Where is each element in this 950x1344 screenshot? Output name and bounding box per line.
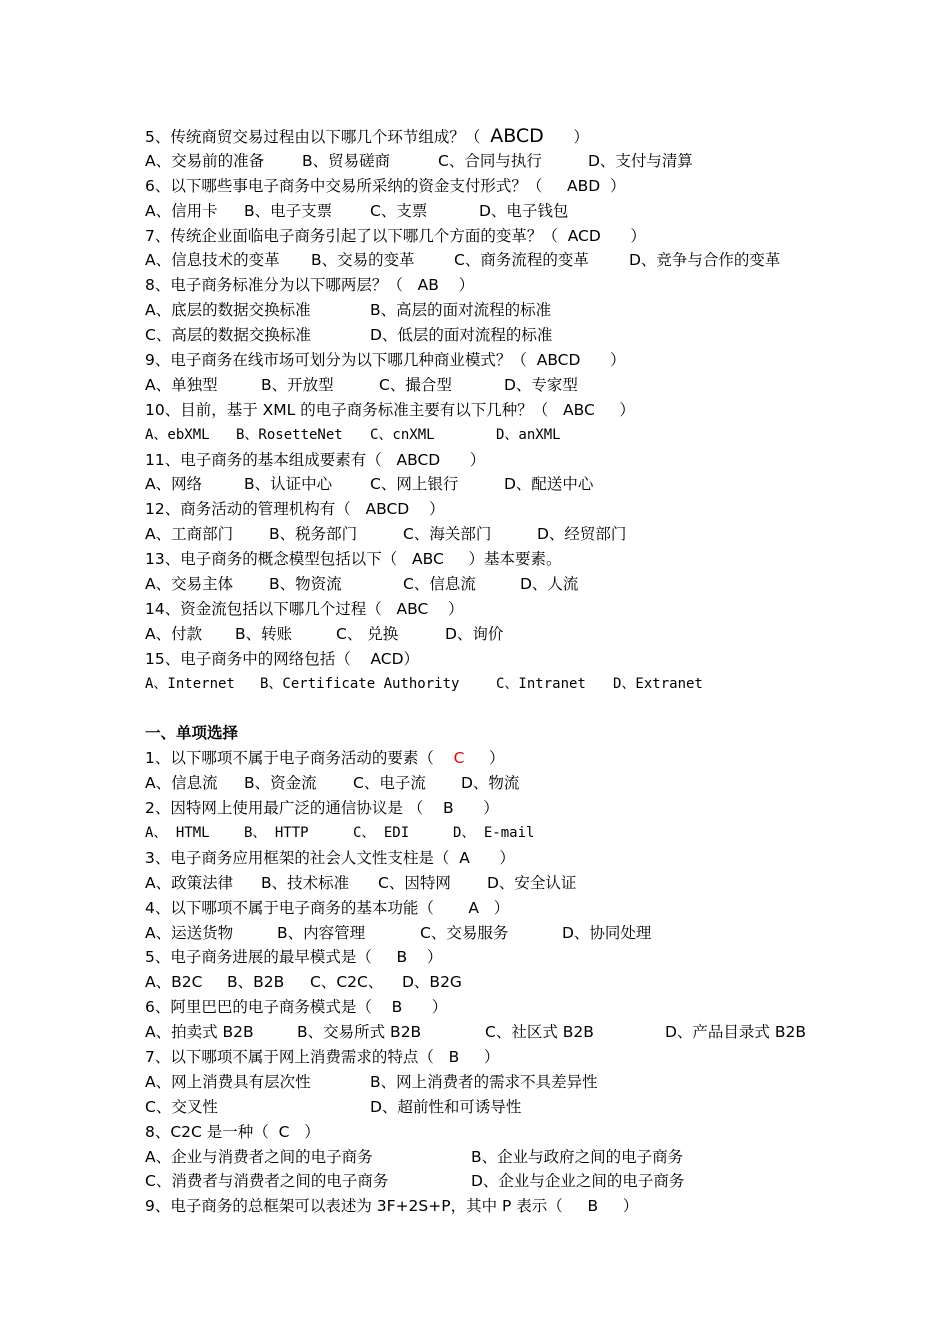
option: A、网上消费具有层次性 — [145, 1072, 311, 1091]
option: B、物资流 — [269, 575, 342, 594]
option: D、物流 — [461, 774, 520, 793]
question-stem: 8、电子商务标准分为以下哪两层？（ AB ） — [145, 276, 475, 295]
option: C、消费者与消费者之间的电子商务 — [145, 1172, 389, 1191]
option: A、ebXML — [145, 426, 210, 443]
option-row — [145, 522, 865, 547]
option: B、交易的变革 — [311, 251, 415, 270]
option: C、社区式 B2B — [485, 1023, 594, 1042]
question-stem: 14、资金流包括以下哪几个过程（ ABC ） — [145, 599, 464, 618]
question-stem: 7、以下哪项不属于网上消费需求的特点（ B ） — [145, 1047, 500, 1066]
option: B、认证中心 — [244, 475, 333, 494]
option: B、企业与政府之间的电子商务 — [471, 1147, 684, 1166]
option: D、协同处理 — [562, 923, 652, 942]
question-stem: 9、电子商务在线市场可划分为以下哪几种商业模式？（ ABCD ） — [145, 351, 626, 370]
option: D、 E-mail — [453, 824, 535, 841]
option: D、人流 — [520, 575, 579, 594]
option: A、底层的数据交换标准 — [145, 301, 311, 320]
option: B、B2B — [227, 973, 285, 992]
option: A、交易主体 — [145, 575, 234, 594]
option: D、竞争与合作的变革 — [629, 251, 781, 270]
question-stem: 7、传统企业面临电子商务引起了以下哪几个方面的变革？（ ACD ） — [145, 226, 646, 245]
option-row — [145, 1095, 865, 1120]
option: D、Extranet — [613, 675, 703, 692]
question-stem: 3、电子商务应用框架的社会人文性支柱是（ A ） — [145, 848, 515, 867]
answer-text: ABCD — [396, 450, 441, 469]
option: B、开放型 — [261, 375, 334, 394]
answer-text: A — [459, 848, 470, 867]
option: B、高层的面对流程的标准 — [370, 301, 552, 320]
option: C、交易服务 — [420, 923, 509, 942]
question-stem: 6、阿里巴巴的电子商务模式是（ B ） — [145, 998, 448, 1017]
option: A、付款 — [145, 624, 203, 643]
option-row — [145, 373, 865, 398]
question-stem: 9、电子商务的总框架可以表述为 3F+2S+P，其中 P 表示（ B ） — [145, 1197, 639, 1216]
option: B、税务部门 — [269, 525, 358, 544]
option: D、产品目录式 B2B — [665, 1023, 806, 1042]
option: C、商务流程的变革 — [454, 251, 589, 270]
answer-text: B — [391, 998, 403, 1017]
option-row — [145, 248, 865, 273]
option: D、经贸部门 — [537, 525, 627, 544]
option-row — [145, 423, 865, 448]
option: C、cnXML — [370, 426, 435, 443]
option: D、企业与企业之间的电子商务 — [471, 1172, 685, 1191]
question-stem: 4、以下哪项不属于电子商务的基本功能（ A ） — [145, 898, 510, 917]
answer-text: C — [278, 1122, 290, 1141]
option: B、交易所式 B2B — [297, 1023, 422, 1042]
option: B、 HTTP — [244, 824, 309, 841]
option-row — [145, 622, 865, 647]
answer-text: ABCD — [490, 125, 544, 147]
option: A、拍卖式 B2B — [145, 1023, 254, 1042]
option: B、贸易磋商 — [302, 151, 391, 170]
answer-text: A — [468, 898, 479, 917]
answer-text: ABC — [412, 550, 444, 569]
option-row — [145, 1020, 865, 1045]
section-heading: 一、单项选择 — [145, 724, 239, 743]
option-row — [145, 771, 865, 796]
option-row — [145, 821, 865, 846]
question-stem: 5、传统商贸交易过程由以下哪几个环节组成？（ ABCD ） — [145, 125, 589, 147]
question-stem: 11、电子商务的基本组成要素有（ ABCD ） — [145, 450, 486, 469]
option: C、 EDI — [353, 824, 410, 841]
option: D、anXML — [496, 426, 561, 443]
option-row — [145, 672, 865, 697]
option: A、网络 — [145, 475, 203, 494]
answer-text: ABCD — [536, 351, 581, 370]
answer-text: ABC — [396, 599, 429, 618]
question-stem: 1、以下哪项不属于电子商务活动的要素（ C ） — [145, 749, 505, 768]
option: A、单独型 — [145, 375, 218, 394]
option: B、转账 — [235, 624, 293, 643]
answer-text: B — [587, 1197, 599, 1216]
option-row — [145, 572, 865, 597]
option: C、电子流 — [353, 774, 426, 793]
option: C、Intranet — [496, 675, 586, 692]
answer-text: ACD — [370, 649, 404, 668]
question-stem: 8、C2C 是一种（ C ） — [145, 1122, 320, 1141]
option: B、Certificate Authority — [260, 675, 460, 692]
question-list — [145, 124, 865, 1219]
option: D、低层的面对流程的标准 — [370, 326, 553, 345]
option: A、政策法律 — [145, 873, 234, 892]
answer-text: AB — [417, 276, 439, 295]
answer-text: B — [443, 799, 454, 818]
option: D、专家型 — [504, 375, 578, 394]
option-row — [145, 1145, 865, 1170]
option: A、信息技术的变革 — [145, 251, 280, 270]
option: A、Internet — [145, 675, 235, 692]
option: D、询价 — [445, 624, 504, 643]
option-row — [145, 298, 865, 323]
question-stem: 6、以下哪些事电子商务中交易所采纳的资金支付形式？（ ABD ） — [145, 176, 626, 195]
answer-text: B — [448, 1047, 460, 1066]
option: C、网上银行 — [370, 475, 459, 494]
option: D、安全认证 — [487, 873, 577, 892]
option-row — [145, 970, 865, 995]
option: C、信息流 — [403, 575, 476, 594]
option: D、电子钱包 — [479, 201, 569, 220]
option: D、超前性和可诱导性 — [370, 1097, 522, 1116]
option: B、网上消费者的需求不具差异性 — [370, 1072, 598, 1091]
question-stem: 10、目前，基于 XML 的电子商务标准主要有以下几种？（ ABC ） — [145, 400, 635, 419]
option: C、交叉性 — [145, 1097, 218, 1116]
option: C、高层的数据交换标准 — [145, 326, 311, 345]
option-row — [145, 1070, 865, 1095]
option: D、配送中心 — [504, 475, 594, 494]
answer-text: ABD — [567, 176, 601, 195]
option-row — [145, 921, 865, 946]
option: D、支付与清算 — [588, 151, 693, 170]
option: A、 HTML — [145, 824, 210, 841]
option-row — [145, 199, 865, 224]
question-stem: 13、电子商务的概念模型包括以下（ ABC ）基本要素。 — [145, 550, 562, 569]
option: C、因特网 — [378, 873, 451, 892]
option: B、电子支票 — [244, 201, 333, 220]
question-stem: 2、因特网上使用最广泛的通信协议是 （ B ） — [145, 799, 499, 818]
option: D、B2G — [402, 973, 462, 992]
option: A、交易前的准备 — [145, 151, 265, 170]
question-stem: 12、商务活动的管理机构有（ ABCD ） — [145, 500, 445, 519]
option: C、合同与执行 — [438, 151, 542, 170]
option: A、信息流 — [145, 774, 218, 793]
option: A、运送货物 — [145, 923, 234, 942]
answer-text: B — [396, 948, 408, 967]
option: C、撮合型 — [379, 375, 452, 394]
option: B、RosetteNet — [236, 426, 343, 443]
option: B、资金流 — [244, 774, 317, 793]
option: B、技术标准 — [261, 873, 350, 892]
option: C、支票 — [370, 201, 428, 220]
option-row — [145, 323, 865, 348]
option: C、C2C、 — [310, 973, 384, 992]
answer-text: ACD — [567, 226, 601, 245]
option: B、内容管理 — [277, 923, 366, 942]
option-row — [145, 472, 865, 497]
answer-text: ABCD — [365, 500, 410, 519]
option-row — [145, 871, 865, 896]
answer-text: ABC — [563, 400, 595, 419]
question-stem: 5、电子商务进展的最早模式是（ B ） — [145, 948, 443, 967]
option: A、工商部门 — [145, 525, 234, 544]
answer-text: C — [453, 749, 465, 768]
option-row — [145, 1169, 865, 1194]
option: A、B2C — [145, 973, 203, 992]
question-stem: 15、电子商务中的网络包括（ ACD） — [145, 649, 420, 668]
option: C、 兑换 — [336, 624, 399, 643]
option-row — [145, 149, 865, 174]
option: A、企业与消费者之间的电子商务 — [145, 1147, 373, 1166]
option: A、信用卡 — [145, 201, 218, 220]
section-gap — [145, 696, 865, 721]
option: C、海关部门 — [403, 525, 492, 544]
